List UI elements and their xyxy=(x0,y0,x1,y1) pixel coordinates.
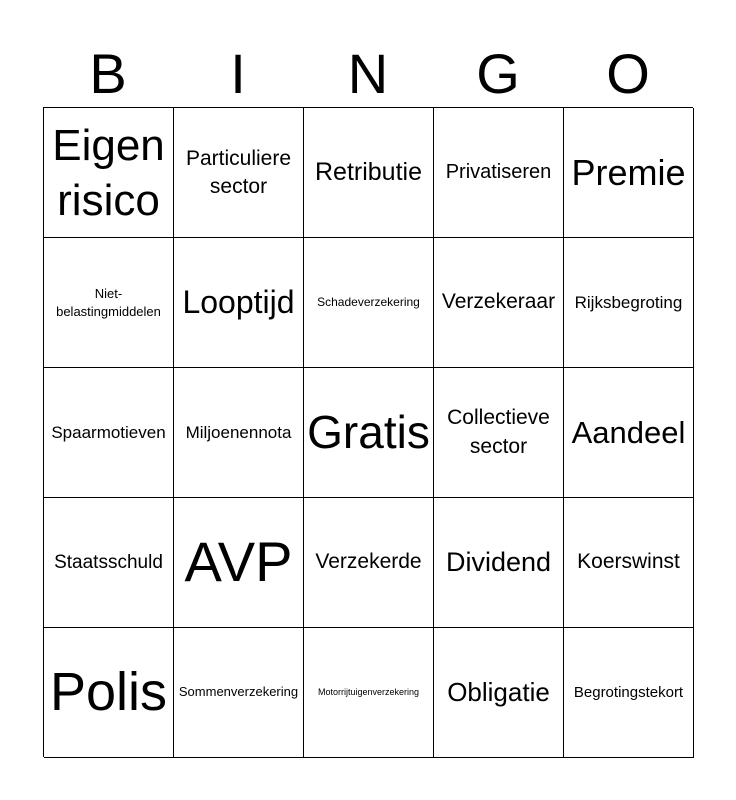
header-letter-g: G xyxy=(476,42,520,105)
bingo-cell[interactable]: AVP xyxy=(174,498,304,628)
header-letter-n: N xyxy=(347,42,389,105)
header-letter-b: B xyxy=(89,42,127,105)
bingo-cell[interactable]: Koerswinst xyxy=(564,498,694,628)
bingo-cell[interactable]: Verzekerde xyxy=(304,498,434,628)
header-letter-i: I xyxy=(230,42,246,105)
bingo-cell[interactable]: Verzekeraar xyxy=(434,238,564,368)
bingo-cell[interactable]: Schadeverzekering xyxy=(304,238,434,368)
bingo-cell[interactable]: Collectieve sector xyxy=(434,368,564,498)
bingo-cell[interactable]: Premie xyxy=(564,108,694,238)
bingo-cell[interactable]: Particuliere sector xyxy=(174,108,304,238)
bingo-cell[interactable]: Retributie xyxy=(304,108,434,238)
bingo-cell[interactable]: Obligatie xyxy=(434,628,564,758)
bingo-cell[interactable]: Eigen risico xyxy=(44,108,174,238)
bingo-cell[interactable]: Gratis xyxy=(304,368,434,498)
bingo-cell[interactable]: Sommenverzekering xyxy=(174,628,304,758)
header-letter-o: O xyxy=(606,42,650,105)
bingo-card xyxy=(43,107,693,757)
bingo-cell[interactable]: Polis xyxy=(44,628,174,758)
bingo-cell[interactable]: Spaarmotieven xyxy=(44,368,174,498)
bingo-cell[interactable]: Dividend xyxy=(434,498,564,628)
bingo-cell[interactable]: Motorrijtuigenverzekering xyxy=(304,628,434,758)
bingo-cell[interactable]: Looptijd xyxy=(174,238,304,368)
bingo-cell[interactable]: Begrotingstekort xyxy=(564,628,694,758)
bingo-cell[interactable]: Rijksbegroting xyxy=(564,238,694,368)
bingo-cell[interactable]: Aandeel xyxy=(564,368,694,498)
bingo-header xyxy=(43,40,693,108)
bingo-cell[interactable]: Niet-belastingmiddelen xyxy=(44,238,174,368)
bingo-cell[interactable]: Privatiseren xyxy=(434,108,564,238)
bingo-cell[interactable]: Staatsschuld xyxy=(44,498,174,628)
bingo-cell[interactable]: Miljoenennota xyxy=(174,368,304,498)
